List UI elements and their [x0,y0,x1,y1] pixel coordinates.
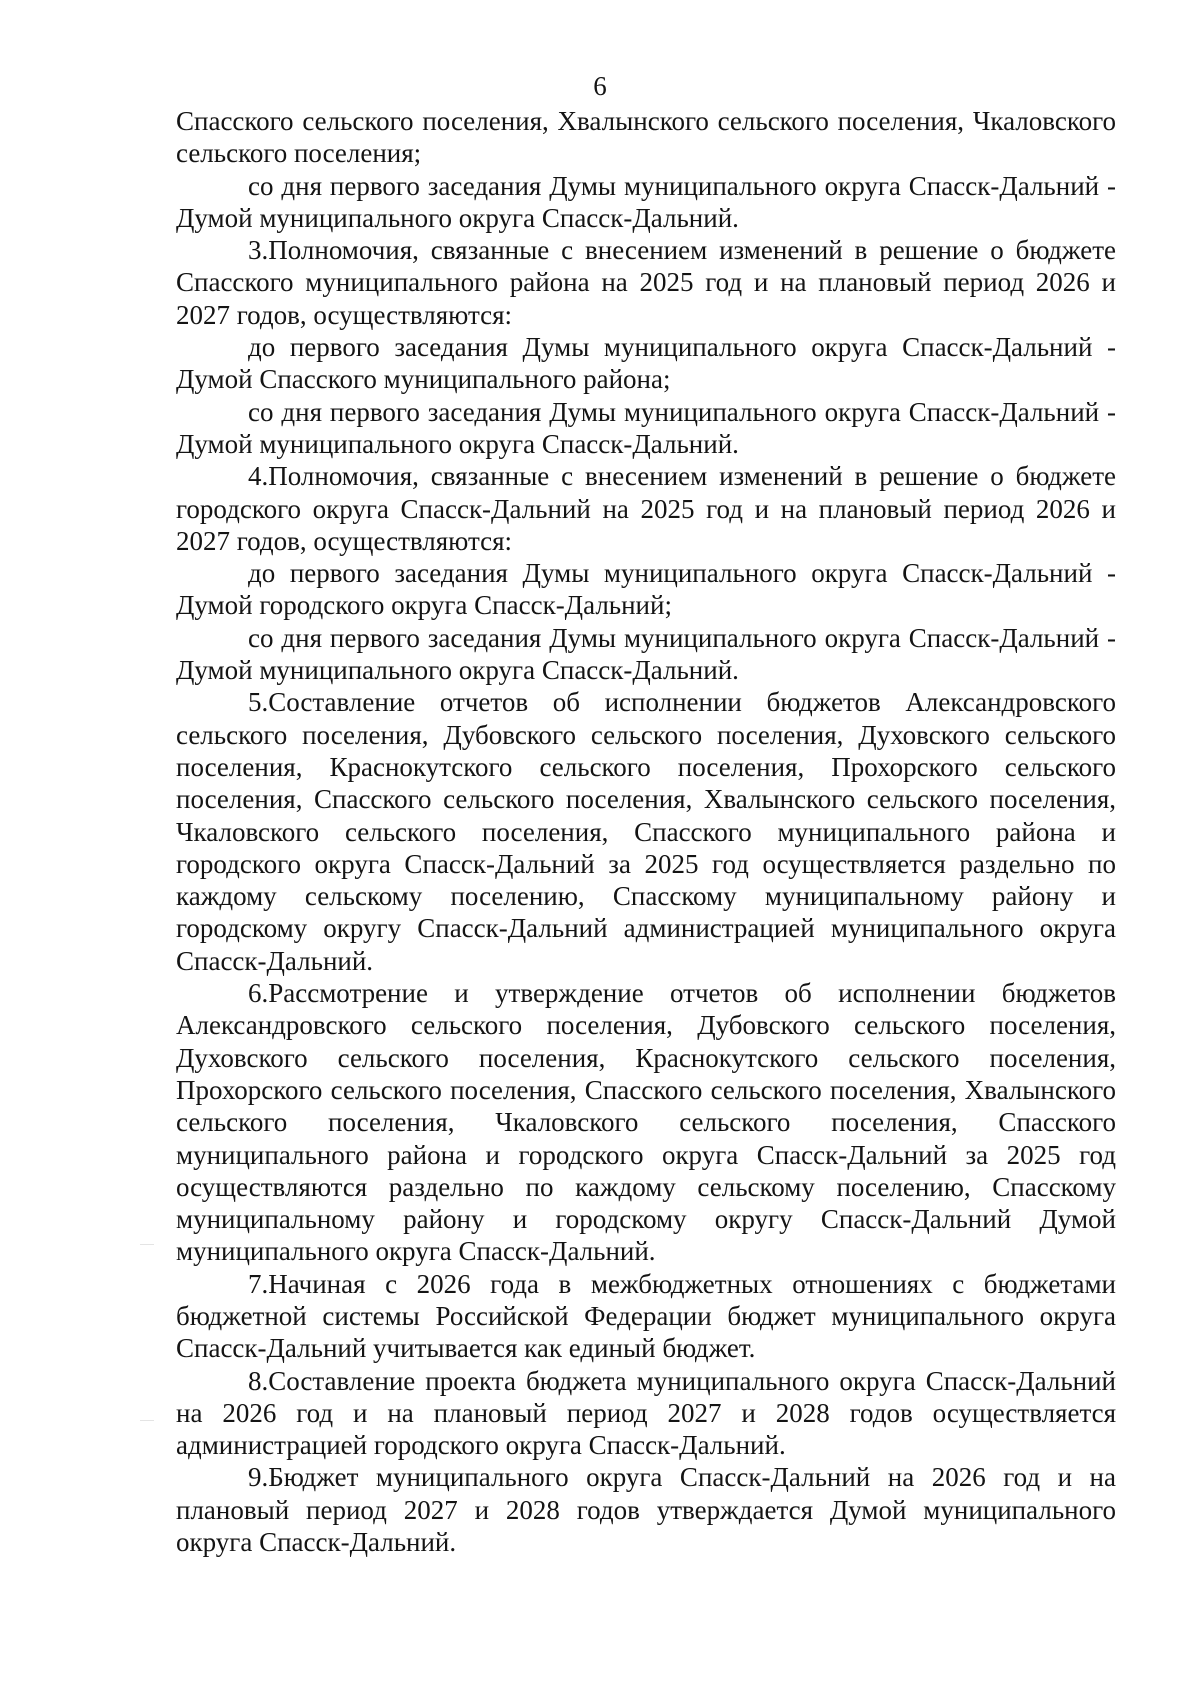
paragraph-item-3-clause-2: со дня первого заседания Думы муниципального округа Спасск-Дальний - Думой муниципального округа Спасск-Дальний. [176,396,1116,459]
paragraph-item-4-clause-1: до первого заседания Думы муниципального округа Спасск-Дальний - Думой городского округа Спасск-Дальний; [176,558,1116,621]
paragraph-continuation: Спасского сельского поселения, Хвалынского сельского поселения, Чкаловского сельского поселения; [176,106,1116,169]
scan-artifact-mark [140,1244,154,1245]
paragraph-item-7: 7.Начиная с 2026 года в межбюджетных отношениях с бюджетами бюджетной системы Российской Федерации бюджет муниципального округа Спасск-Дальний учитывается как единый бюджет. [176,1268,1116,1364]
paragraph-item-9: 9.Бюджет муниципального округа Спасск-Дальний на 2026 год и на плановый период 2027 и 2028 годов утверждается Думой муниципального округа Спасск-Дальний. [176,1462,1116,1558]
paragraph-item-4-clause-2: со дня первого заседания Думы муниципального округа Спасск-Дальний - Думой муниципального округа Спасск-Дальний. [176,622,1116,686]
page-number: 6 [593,71,607,101]
paragraph-item-8: 8.Составление проекта бюджета муниципального округа Спасск-Дальний на 2026 год и на плановый период 2027 и 2028 годов осуществляется администрацией городского округа Спасск-Дальний. [176,1365,1116,1461]
paragraph-item-6: 6.Рассмотрение и утверждение отчетов об исполнении бюджетов Александровского сельского поселения, Дубовского сельского поселения, Духовского сельского поселения, Краснокутского сельского поселения, Прохорского сельского поселения, Спасского сельского поселения, Хвалынского сельского поселения, Чкаловского сельского поселения, Спасского муниципального района и городского округа Спасск-Дальний за 2025 год осуществляются раздельно по каждому сельскому поселению, Спасскому муниципальному району и городскому округу Спасск-Дальний Думой муниципального округа Спасск-Дальний. [176,978,1116,1267]
paragraph-item-3-clause-1: до первого заседания Думы муниципального округа Спасск-Дальний - Думой Спасского муниципального района; [176,332,1116,395]
scan-artifact-mark [140,1420,154,1421]
paragraph-item-4: 4.Полномочия, связанные с внесением изменений в решение о бюджете городского округа Спасск-Дальний на 2025 год и на плановый период 2026 и 2027 годов, осуществляются: [176,461,1116,556]
document-body [176,105,1116,1558]
paragraph-item-2-clause-2: со дня первого заседания Думы муниципального округа Спасск-Дальний - Думой муниципального округа Спасск-Дальний. [176,170,1116,233]
paragraph-item-3: 3.Полномочия, связанные с внесением изменений в решение о бюджете Спасского муниципального района на 2025 год и на плановый период 2026 и 2027 годов, осуществляются: [176,235,1116,330]
paragraph-item-5: 5.Составление отчетов об исполнении бюджетов Александровского сельского поселения, Дубовского сельского поселения, Духовского сельского поселения, Краснокутского сельского поселения, Прохорского сельского поселения, Спасского сельского поселения, Хвалынского сельского поселения, Чкаловского сельского поселения, Спасского муниципального района и городского округа Спасск-Дальний за 2025 год осуществляется раздельно по каждому сельскому поселению, Спасскому муниципальному району и городскому округу Спасск-Дальний администрацией муниципального округа Спасск-Дальний. [176,687,1116,976]
